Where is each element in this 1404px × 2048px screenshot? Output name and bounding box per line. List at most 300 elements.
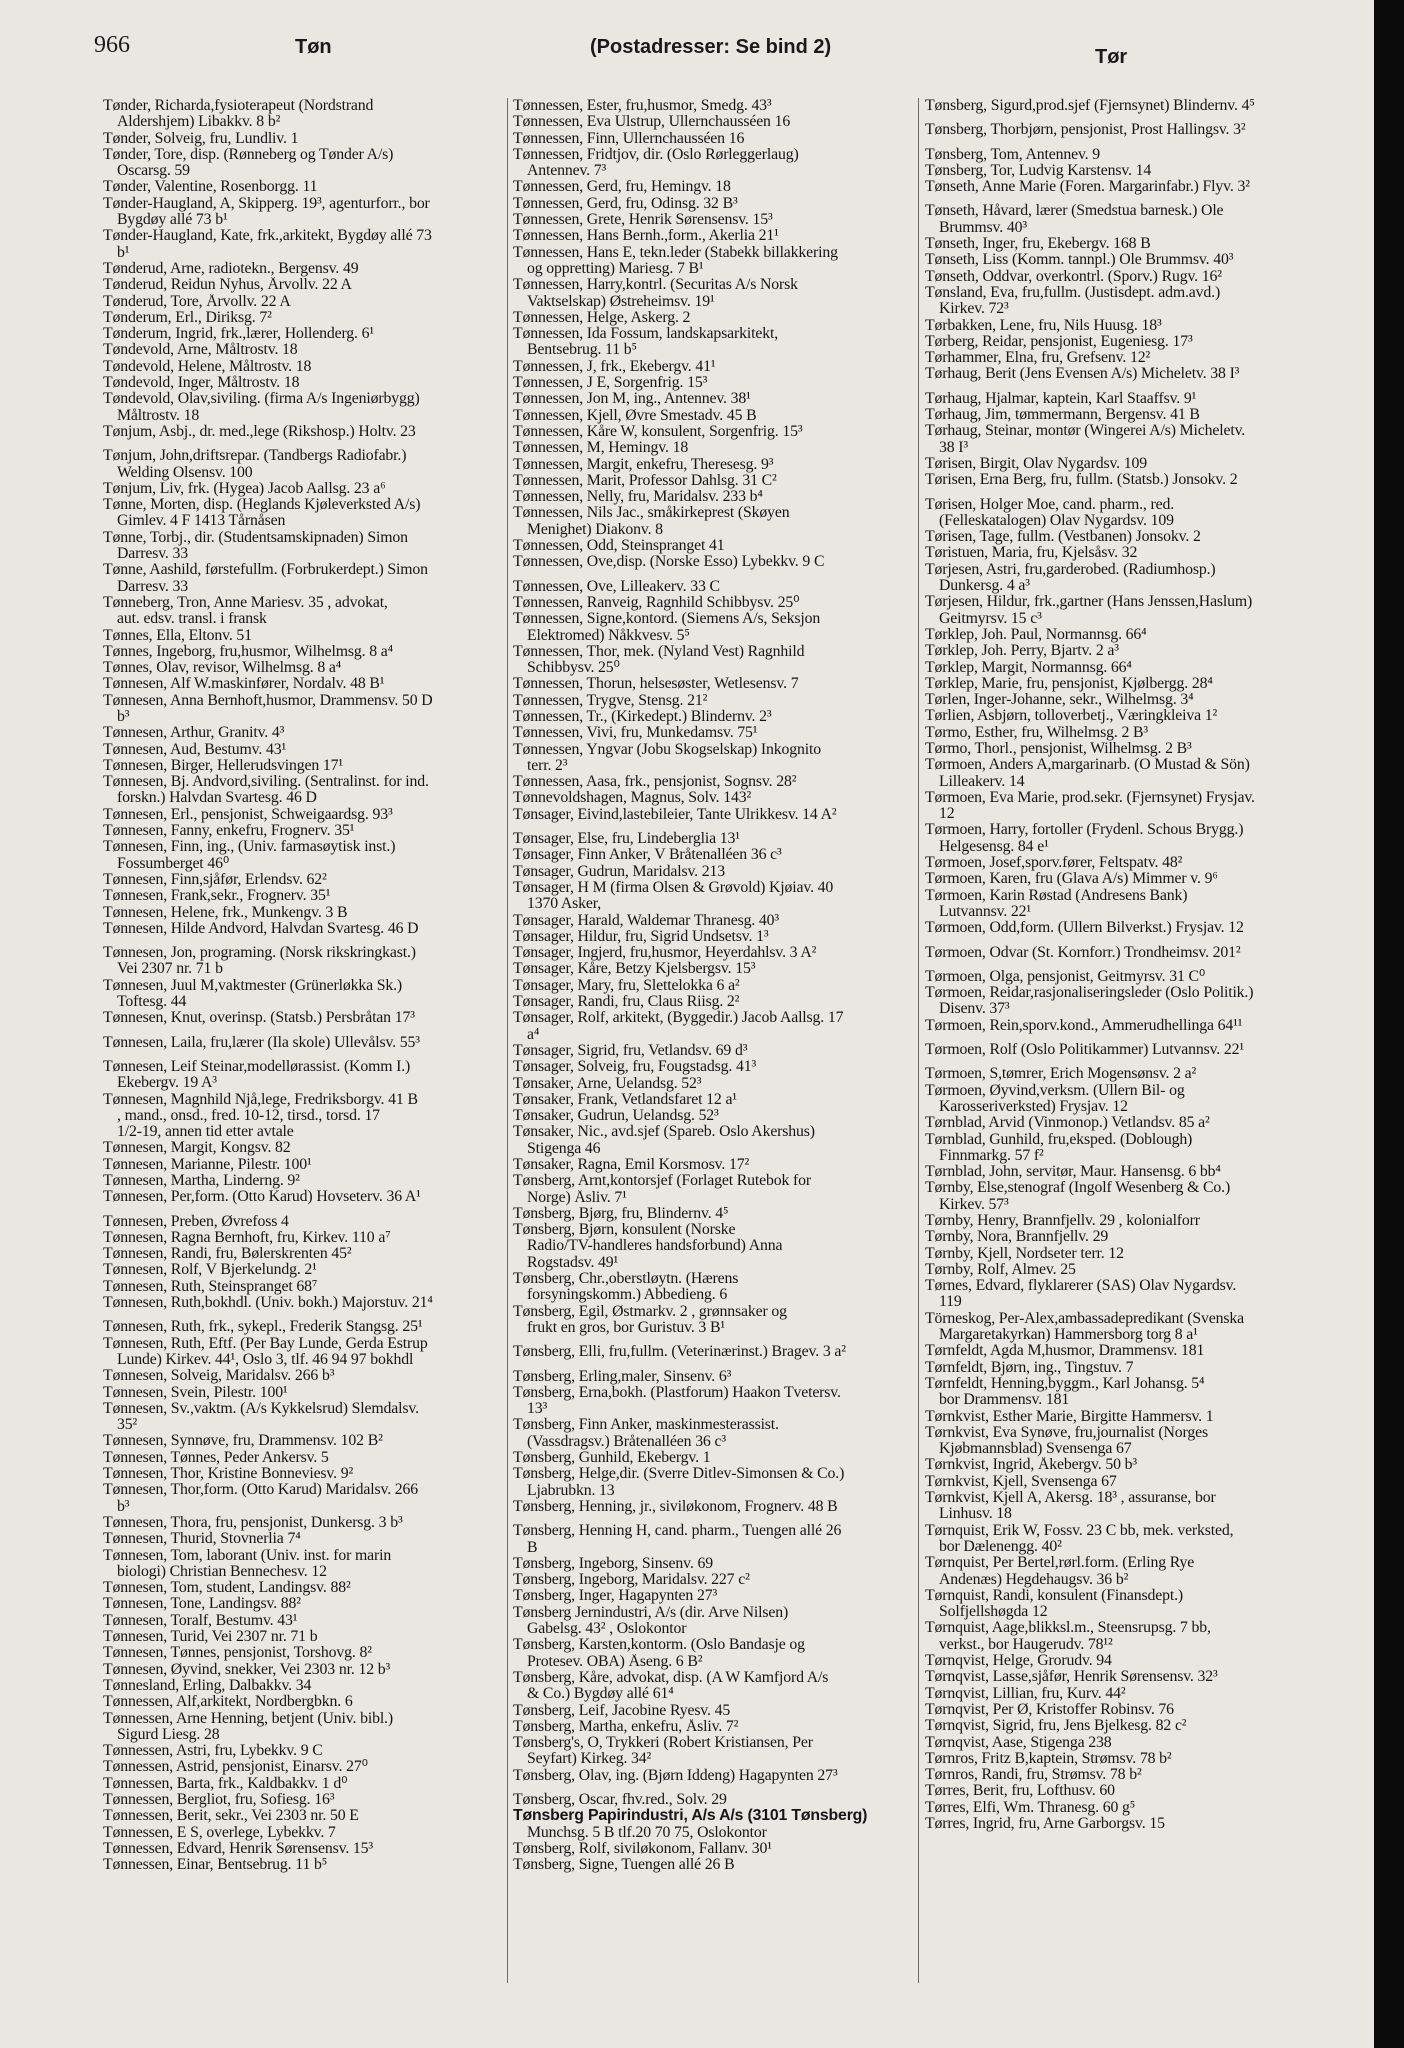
entry-line: Tørlen, Inger-Johanne, sekr., Wilhelmsg. 3⁴ (925, 692, 1194, 709)
entry-line: Tønnessen, Thorun, helsesøster, Wetlesensv. 7 (513, 676, 799, 693)
entry-line: Tønnessen, Ranveig, Ragnhild Schibbysv. 25⁰ (513, 594, 800, 611)
entry-gap (925, 937, 1337, 945)
entry-line: Tønnessen, Vivi, fru, Munkedamsv. 75¹ (513, 725, 758, 742)
column-2 (513, 98, 913, 1873)
entry-line: 13³ (527, 1401, 548, 1418)
entry-line: Tørnfeldt, Agda M,husmor, Drammensv. 181 (925, 1343, 1205, 1360)
entry-line: Tønne, Torbj., dir. (Studentsamskipnaden) Simon (103, 529, 408, 546)
entry-line: (Vassdragsv.) Bråtenalléen 36 c³ (527, 1433, 726, 1450)
entry-line: Finnmarkg. 57 f² (939, 1147, 1044, 1164)
entry-line: Tønsager, Eivind,lastebileier, Tante Ulrikkesv. 14 A² (513, 806, 837, 823)
entry-line: Gimlev. 4 F 1413 Tårnåsen (117, 513, 286, 530)
entry-line: Tønnesen, Arthur, Granitv. 4³ (103, 725, 285, 742)
entry-line: Tønjum, John,driftsrepar. (Tandbergs Radiofabr.) (103, 448, 407, 465)
entry-line: Tønnesen, Thor,form. (Otto Karud) Maridalsv. 266 (103, 1482, 419, 1499)
entry-line: Tønsberg, Bjørn, konsulent (Norske (513, 1222, 736, 1239)
entry-line: bor Drammensv. 181 (939, 1392, 1070, 1409)
entry-line: Tønnesen, Birger, Hellerudsvingen 17¹ (103, 757, 343, 774)
entry-line: Tønnessen, Tr., (Kirkedept.) Blindernv. 2³ (513, 708, 772, 725)
entry-line: Måltrostv. 18 (117, 407, 200, 424)
entry-gap (925, 383, 1337, 391)
entry-line: Tønnessen, Finn, Ullernchausséen 16 (513, 130, 745, 147)
entry-line: Fossumberget 46⁰ (117, 855, 230, 872)
entry-line: Tønnessen, Signe,kontord. (Siemens A/s, Seksjon (513, 611, 821, 628)
entry-line: Tørnkvist, Eva Synøve, fru,journalist (Norges (925, 1424, 1208, 1441)
entry-line: og oppretting) Mariesg. 7 B¹ (527, 260, 704, 277)
entry-line: Tørnqvist, Helge, Grorudv. 94 (925, 1653, 1112, 1670)
entry-line: Tørmoen, Karin Røstad (Andresens Bank) (925, 887, 1188, 904)
entry-line: , mand., onsd., fred. 10-12, tirsd., torsd. 17 (117, 1107, 380, 1124)
entry-line: Tørmo, Thorl., pensjonist, Wilhelmsg. 2 B³ (925, 740, 1192, 757)
entry-gap (513, 571, 913, 579)
entry-line: Helgesensg. 84 e¹ (939, 838, 1049, 855)
entry-line: Tørhammer, Elna, fru, Grefsenv. 12² (925, 350, 1151, 367)
entry-line: Tørnkvist, Ingrid, Åkebergv. 50 b³ (925, 1457, 1137, 1474)
entry-line: Tørisen, Birgit, Olav Nygardsv. 109 (925, 455, 1148, 472)
entry-line: Tønsberg, Thorbjørn, pensjonist, Prost Hallingsv. 3² (925, 122, 1246, 139)
scan-edge (1374, 0, 1404, 2048)
entry-line: Tønsberg, Inger, Hagapynten 27³ (513, 1588, 718, 1605)
entry-gap (103, 1206, 503, 1214)
entry-line: bor Dælenengg. 40² (939, 1538, 1062, 1555)
entry-gap (925, 114, 1337, 122)
entry-line: Tønsberg, Erna,bokh. (Plastforum) Haakon Tvetersv. (513, 1384, 841, 1401)
entry-line: Tønnessen, Kåre W, konsulent, Sorgenfrig. 15³ (513, 423, 803, 440)
entry-line: Solfjellshøgda 12 (939, 1604, 1048, 1621)
entry-line: Dunkersg. 4 a³ (939, 578, 1030, 595)
entry-line: Linhusv. 18 (939, 1506, 1012, 1523)
entry-line: Tønsberg, Martha, enkefru, Åsliv. 7² (513, 1718, 739, 1735)
entry-line: Tønder, Valentine, Rosenborgg. 11 (103, 179, 318, 196)
entry-line: Tønder-Haugland, A, Skipperg. 19³, agenturforr., bor (103, 195, 430, 212)
entry-line: Tønnessen, Hans E, tekn.leder (Stabekk billakkering (513, 244, 838, 261)
entry-line: Tønnessen, Einar, Bentsebrug. 11 b⁵ (103, 1857, 328, 1874)
entry-line: Toftesg. 44 (117, 994, 187, 1011)
entry-line: Tønnesen, Magnhild Njå,lege, Fredriksborgv. 41 B (103, 1091, 418, 1108)
entry-line: 35² (117, 1417, 138, 1434)
entry-line: Tønnessen, Edvard, Henrik Sørensensv. 15³ (103, 1840, 374, 1857)
entry-line: Darresv. 33 (117, 578, 189, 595)
entry-line: Tønseth, Inger, fru, Ekebergv. 168 B (925, 236, 1151, 253)
entry-line: Tønnessen, Fridtjov, dir. (Oslo Rørleggerlaug) (513, 146, 799, 163)
entry-line: Tønnesen, Margit, Kongsv. 82 (103, 1140, 291, 1157)
entry-line: Tørmoen, Rolf (Oslo Politikammer) Lutvannsv. 22¹ (925, 1042, 1244, 1059)
entry-line: Tønnevoldshagen, Magnus, Solv. 143² (513, 790, 752, 807)
entry-line: Tønsberg, Ingeborg, Maridalsv. 227 c² (513, 1572, 750, 1589)
entry-line: Tønnessen, Jon M, ing., Antennev. 38¹ (513, 391, 751, 408)
entry-line: Tørres, Elfi, Wm. Thranesg. 60 g⁵ (925, 1799, 1136, 1816)
entry-line: Tørhaug, Hjalmar, kaptein, Karl Staaffsv. 9¹ (925, 390, 1197, 407)
entry-line: Tønnesen, Erl., pensjonist, Schweigaardsg. 93³ (103, 806, 393, 823)
entry-line: Tønsager, Else, fru, Lindeberglia 13¹ (513, 831, 740, 848)
entry-line: Tønnessen, Gerd, fru, Hemingv. 18 (513, 179, 731, 196)
entry-line: Tønnessen, Hans Bernh.,form., Akerlia 21¹ (513, 228, 779, 245)
entry-line: B (527, 1539, 538, 1556)
entry-line: Tønnesen, Laila, fru,lærer (Ila skole) Ullevålsv. 55³ (103, 1034, 420, 1051)
entry-line: Tørklep, Joh. Paul, Normannsg. 66⁴ (925, 626, 1147, 643)
entry-line: Geitmyrsv. 15 c³ (939, 610, 1042, 627)
entry-line: Tønjum, Asbj., dr. med.,lege (Rikshosp.) Holtv. 23 (103, 423, 416, 440)
entry-line: Tønnessen, E S, overlege, Lybekkv. 7 (103, 1824, 336, 1841)
entry-line: Tønsberg, Sigurd,prod.sjef (Fjernsynet) Blindernv. 4⁵ (925, 98, 1255, 114)
entry-line: Tørnblad, John, servitør, Maur. Hansensg. 6 bb⁴ (925, 1164, 1221, 1181)
entry-line: Tønnesen, Ragna Bernhoft, fru, Kirkev. 110 a⁷ (103, 1229, 391, 1246)
entry-line: Elektromed) Nåkkvesv. 5⁵ (527, 627, 690, 644)
entry-line: Protesev. OBA) Åseng. 6 B² (527, 1653, 703, 1670)
entry-line: Tønnessen, J, frk., Ekebergv. 41¹ (513, 358, 716, 375)
entry-line: Tørmoen, Olga, pensjonist, Geitmyrsv. 31 C⁰ (925, 968, 1206, 985)
entry-line: Tønsberg, Tor, Ludvig Karstensv. 14 (925, 162, 1152, 179)
entry-gap (925, 1034, 1337, 1042)
entry-line: Tønnessen, Ester, fru,husmor, Smedg. 43³ (513, 98, 772, 114)
entry-line: Tørnkvist, Kjell A, Akersg. 18³ , assuranse, bor (925, 1490, 1216, 1507)
entry-line: Tønderud, Tore, Årvollv. 22 A (103, 293, 291, 310)
entry-line: Tønnessen, Astrid, pensjonist, Einarsv. 27⁰ (103, 1759, 368, 1776)
entry-line: Tønsberg Jernindustri, A/s (dir. Arve Nilsen) (513, 1604, 789, 1621)
entry-line: Tørmoen, Anders A,margarinarb. (O Mustad & Sön) (925, 757, 1250, 774)
entry-line: Vaktselskap) Østreheimsv. 19¹ (527, 293, 715, 310)
entry-line: Tørjesen, Hildur, frk.,gartner (Hans Jenssen,Haslum) (925, 594, 1253, 611)
entry-line: Tøndevold, Inger, Måltrostv. 18 (103, 375, 300, 392)
entry-line: Ekebergv. 19 A³ (117, 1075, 217, 1092)
header-right-word: Tør (1095, 46, 1128, 68)
entry-line: Tønsager, Harald, Waldemar Thranesg. 40³ (513, 912, 780, 929)
entry-line: Tønsberg, Elli, fru,fullm. (Veterinærinst.) Bragev. 3 a² (513, 1344, 846, 1361)
entry-line: Seyfart) Kirkeg. 34² (527, 1751, 652, 1768)
entry-line: Tønsager, Finn Anker, V Bråtenalléen 36 c³ (513, 847, 782, 864)
entry-line: Tønder-Haugland, Kate, frk.,arkitekt, Bygdøy allé 73 (103, 228, 432, 245)
entry-line: Tørnfeldt, Bjørn, ing., Tingstuv. 7 (925, 1359, 1134, 1376)
entry-line: Tønderum, Ingrid, frk.,lærer, Hollenderg. 6¹ (103, 326, 374, 343)
entry-line: Tønder, Tore, disp. (Rønneberg og Tønder A/s) (103, 146, 394, 163)
entry-line: Tørnqvist, Per Ø, Kristoffer Robinsv. 76 (925, 1701, 1174, 1718)
entry-line: Tønsberg, Chr.,oberstløytn. (Hærens (513, 1271, 739, 1288)
entry-line: Tønnesen, Ruth,bokhdl. (Univ. bokh.) Majorstuv. 21⁴ (103, 1295, 433, 1312)
entry-line: Norge) Åsliv. 7¹ (527, 1189, 627, 1206)
entry-line: Tønsberg, Signe, Tuengen allé 26 B (513, 1857, 735, 1874)
entry-line: Tønnesen, Thor, Kristine Bonneviesv. 9² (103, 1466, 354, 1483)
entry-line: Tørberg, Reidar, pensjonist, Eugeniesg. 17³ (925, 333, 1193, 350)
entry-gap (103, 1051, 503, 1059)
entry-line: Tønnesen, Jon, programing. (Norsk rikskringkast.) (103, 945, 416, 962)
entry-line: Margaretakyrkan) Hammersborg torg 8 a¹ (939, 1327, 1198, 1344)
entry-line: Tørnkvist, Esther Marie, Birgitte Hammersv. 1 (925, 1408, 1214, 1425)
entry-line: Tørlien, Asbjørn, tolloverbetj., Væringkleiva 1² (925, 708, 1218, 725)
entry-line: Tønsberg, Egil, Østmarkv. 2 , grønnsaker og (513, 1303, 787, 1320)
entry-line: Tønjum, Liv, frk. (Hygea) Jacob Aallsg. 23 a⁶ (103, 480, 386, 497)
entry-line: Tønnessen, Ida Fossum, landskapsarkitekt, (513, 326, 778, 343)
entry-line: Tørmoen, Odd,form. (Ullern Bilverkst.) Frysjav. 12 (925, 920, 1244, 937)
entry-line: Tørisen, Tage, fullm. (Vestbanen) Jonsokv. 2 (925, 529, 1201, 546)
entry-line: Tønsaker, Nic., avd.sjef (Spareb. Oslo Akershus) (513, 1124, 815, 1141)
entry-line: Tørnqvist, Lasse,sjåfør, Henrik Sørensensv. 32³ (925, 1669, 1218, 1686)
entry-line: forskn.) Halvdan Svartesg. 46 D (117, 790, 317, 807)
entry-line: Munchsg. 5 B tlf.20 70 75, Oslokontor (527, 1824, 767, 1841)
entry-line: Tønsager, H M (firma Olsen & Grøvold) Kjøiav. 40 (513, 879, 834, 896)
entry-line: Tønnessen, Kjell, Øvre Smestadv. 45 B (513, 407, 757, 424)
entry-line: Tørmoen, Reidar,rasjonaliseringsleder (Oslo Politik.) (925, 985, 1254, 1002)
entry-line: Tønnesen, Ruth, Steinspranget 68⁷ (103, 1278, 318, 1295)
entry-line: Tønder, Richarda,fysioterapeut (Nordstrand (103, 98, 374, 114)
entry-line: Tønnessen, M, Hemingv. 18 (513, 440, 689, 457)
entry-line: Tønnessen, Yngvar (Jobu Skogselskap) Inkognito (513, 741, 821, 758)
entry-line: Tønnesen, Turid, Vei 2307 nr. 71 b (103, 1629, 318, 1646)
entry-line: Kjøbmannsblad) Svensenga 67 (939, 1441, 1132, 1458)
entry-line: Tønsberg, Arnt,kontorsjef (Forlaget Rutebok for (513, 1173, 812, 1190)
entry-line: Tørnby, Else,stenograf (Ingolf Wesenberg & Co.) (925, 1180, 1231, 1197)
entry-line: Tørnquist, Aage,blikksl.m., Steensrupsg. 7 bb, (925, 1620, 1211, 1637)
entry-line: Tønnesen, Bj. Andvord,siviling. (Sentralinst. for ind. (103, 774, 429, 791)
entry-gap (513, 1336, 913, 1344)
entry-line: Tønsberg, Karsten,kontorm. (Oslo Bandasje og (513, 1637, 805, 1654)
entry-line: Tønnesen, Tone, Landingsv. 88² (103, 1596, 301, 1613)
entry-line: Tønderud, Reidun Nyhus, Årvollv. 22 A (103, 277, 352, 294)
entry-line: Tørhaug, Berit (Jens Evensen A/s) Micheletv. 38 I³ (925, 366, 1240, 383)
entry-line: Tønnessen, Thor, mek. (Nyland Vest) Ragnhild (513, 643, 805, 660)
entry-line: Tønsager, Ingjerd, fru,husmor, Heyerdahlsv. 3 A² (513, 945, 817, 962)
entry-gap (103, 1311, 503, 1319)
entry-line: Tørklep, Joh. Perry, Bjartv. 2 a³ (925, 643, 1119, 660)
entry-line: Tørmoen, Odvar (St. Kornforr.) Trondheimsv. 201² (925, 944, 1241, 961)
entry-line: Tønnesen, Finn,sjåfør, Erlendsv. 62² (103, 871, 327, 888)
entry-line: Tønsager, Mary, fru, Slettelokka 6 a² (513, 977, 740, 994)
entry-line: Tørnqvist, Aase, Stigenga 238 (925, 1734, 1112, 1751)
entry-line: Tønsberg's, O, Trykkeri (Robert Kristiansen, Per (513, 1735, 813, 1752)
entry-line: Tønsager, Randi, fru, Claus Riisg. 2² (513, 994, 740, 1011)
entry-line: Tønnesen, Leif Steinar,modellørassist. (Komm I.) (103, 1058, 411, 1075)
entry-line: frukt en gros, bor Guristuv. 3 B¹ (527, 1319, 725, 1336)
entry-line: aut. edsv. transl. i fransk (117, 611, 267, 628)
entry-line: Tørres, Ingrid, fru, Arne Garborgsv. 15 (925, 1815, 1165, 1832)
entry-line: b³ (117, 1498, 130, 1515)
entry-line: Tønnesen, Frank,sekr., Frognerv. 35¹ (103, 888, 331, 905)
entry-line: verkst., bor Haugerudv. 78¹² (939, 1636, 1113, 1653)
column-3 (925, 98, 1337, 1832)
entry-line: Tønnesen, Randi, fru, Bølerskrenten 45² (103, 1246, 352, 1263)
header-left-word: Tøn (295, 36, 332, 58)
entry-line: Tønnesen, Solveig, Maridalsv. 266 b³ (103, 1368, 335, 1385)
entry-line: 12 (939, 806, 955, 823)
entry-line: Tønsberg Papirindustri, A/s A/s (3101 Tønsberg) (513, 1808, 868, 1825)
entry-line: Tønnesen, Marianne, Pilestr. 100¹ (103, 1156, 312, 1173)
entry-line: Lilleakerv. 14 (939, 773, 1025, 790)
entry-line: Tørnblad, Gunhild, fru,eksped. (Doblough) (925, 1131, 1193, 1148)
entry-line: Tønne, Aashild, førstefullm. (Forbrukerdept.) Simon (103, 562, 428, 579)
entry-line: Tørjesen, Astri, fru,garderobed. (Radiumhosp.) (925, 561, 1216, 578)
entry-line: Lunde) Kirkev. 44¹, Oslo 3, tlf. 46 94 97 bokhdl (117, 1351, 414, 1368)
entry-line: 119 (939, 1294, 962, 1311)
entry-gap (925, 1058, 1337, 1066)
entry-line: a⁴ (527, 1026, 540, 1043)
entry-line: Tønsager, Sigrid, fru, Vetlandsv. 69 d³ (513, 1042, 748, 1059)
entry-line: Tønnessen, Harry,kontrl. (Securitas A/s Norsk (513, 277, 798, 294)
entry-line: Tørnros, Randi, fru, Strømsv. 78 b² (925, 1767, 1142, 1784)
entry-line: Tønnessen, Grete, Henrik Sørensensv. 15³ (513, 212, 773, 229)
entry-line: Bentsebrug. 11 b⁵ (527, 342, 637, 359)
entry-line: Tønnessen, Barta, frk., Kaldbakkv. 1 d⁰ (103, 1775, 348, 1792)
entry-line: Tønnessen, Gerd, fru, Odinsg. 32 B³ (513, 195, 738, 212)
entry-line: Tønnesen, Knut, overinsp. (Statsb.) Persbråtan 17³ (103, 1010, 415, 1027)
entry-line: Tønnessen, Aasa, frk., pensjonist, Sognsv. 28² (513, 774, 797, 791)
entry-line: Tønnesen, Thora, fru, pensjonist, Dunkersg. 3 b³ (103, 1514, 403, 1531)
entry-line: Tønsberg, Bjørg, fru, Blindernv. 4⁵ (513, 1205, 729, 1222)
entry-line: Tørbakken, Lene, fru, Nils Huusg. 18³ (925, 317, 1162, 334)
entry-line: Tøndevold, Helene, Måltrostv. 18 (103, 358, 312, 375)
entry-line: Tønnesen, Tønnes, pensjonist, Torshovg. 8² (103, 1645, 372, 1662)
entry-line: Tørmoen, Josef,sporv.fører, Feltspatv. 48² (925, 855, 1183, 872)
entry-line: Tøristuen, Maria, fru, Kjelsåsv. 32 (925, 545, 1138, 562)
entry-line: Tønnesen, Rolf, V Bjerkelundg. 2¹ (103, 1262, 317, 1279)
entry-line: Tønnesland, Erling, Dalbakkv. 34 (103, 1677, 312, 1694)
entry-line: Tørnby, Henry, Brannfjellv. 29 , kolonialforr (925, 1213, 1200, 1229)
entry-line: Tønnessen, J E, Sorgenfrig. 15³ (513, 375, 708, 392)
entry-line: Andenæs) Hegdehaugsv. 36 b² (939, 1571, 1129, 1588)
entry-gap (513, 823, 913, 831)
entry-line: Tørnblad, Arvid (Vinmonop.) Vetlandsv. 85 a² (925, 1115, 1210, 1132)
entry-line: Tørres, Berit, fru, Lofthusv. 60 (925, 1783, 1115, 1800)
entry-line: Tønnesen, Helene, frk., Munkengv. 3 B (103, 904, 348, 921)
entry-line: Tønsager, Kåre, Betzy Kjelsbergsv. 15³ (513, 961, 756, 978)
entry-line: Tønnesen, Aud, Bestumv. 43¹ (103, 741, 287, 758)
entry-line: Schibbysv. 25⁰ (527, 660, 620, 677)
entry-line: Tønnesen, Preben, Øvrefoss 4 (103, 1213, 289, 1230)
entry-line: Tørnquist, Erik W, Fossv. 23 C bb, mek. verksted, (925, 1522, 1234, 1539)
entry-gap (925, 139, 1337, 147)
entry-line: Tønseth, Anne Marie (Foren. Margarinfabr.) Flyv. 3² (925, 179, 1250, 196)
entry-line: Tørnes, Edvard, flyklarerer (SAS) Olav Nygardsv. (925, 1278, 1237, 1295)
entry-line: Tønnesen, Synnøve, fru, Drammensv. 102 B² (103, 1433, 383, 1450)
page-number: 966 (94, 32, 130, 58)
entry-gap (925, 195, 1337, 203)
entry-line: Kirkev. 72³ (939, 301, 1009, 318)
entry-line: & Co.) Bygdøy allé 61⁴ (527, 1686, 674, 1703)
column-1 (103, 98, 503, 1873)
entry-line: Tønsager, Rolf, arkitekt, (Byggedir.) Jacob Aallsg. 17 (513, 1010, 844, 1027)
entry-line: Tønnesen, Tønnes, Peder Ankersv. 5 (103, 1449, 329, 1466)
entry-line: Tønnessen, Alf,arkitekt, Nordbergbkn. 6 (103, 1694, 353, 1711)
entry-line: Tørmoen, Harry, fortoller (Frydenl. Schous Brygg.) (925, 822, 1244, 839)
entry-gap (513, 1784, 913, 1792)
entry-line: Tørhaug, Steinar, montør (Wingerei A/s) Micheletv. (925, 423, 1246, 440)
entry-gap (103, 937, 503, 945)
entry-line: Tønnessen, Margit, enkefru, Theresesg. 9³ (513, 456, 774, 473)
entry-line: Tønnessen, Berit, sekr., Vei 2303 nr. 50 E (103, 1808, 359, 1825)
entry-line: Tønnesen, Per,form. (Otto Karud) Hovseterv. 36 A¹ (103, 1189, 421, 1206)
entry-line: Tønnessen, Ove, Lilleakerv. 33 C (513, 578, 720, 595)
entry-line: Gabelsg. 43² , Oslokontor (527, 1621, 687, 1638)
entry-line: Tørnkvist, Kjell, Svensenga 67 (925, 1473, 1117, 1490)
entry-line: Darresv. 33 (117, 546, 189, 563)
entry-line: b¹ (117, 244, 130, 261)
entry-line: Tønnessen, Marit, Professor Dahlsg. 31 C² (513, 472, 777, 489)
entry-line: Tønnessen, Trygve, Stensg. 21² (513, 692, 708, 709)
entry-line: Tønneberg, Tron, Anne Mariesv. 35 , advokat, (103, 594, 388, 611)
entry-gap (925, 961, 1337, 969)
entry-line: Tønsaker, Ragna, Emil Korsmosv. 17² (513, 1157, 750, 1173)
entry-line: Tørnby, Kjell, Nordseter terr. 12 (925, 1245, 1124, 1262)
entry-line: 38 I³ (939, 439, 968, 456)
entry-line: Tønsberg, Kåre, advokat, disp. (A W Kamfjord A/s (513, 1669, 829, 1686)
entry-line: Bygdøy allé 73 b¹ (117, 212, 228, 229)
entry-line: Tønsberg, Oscar, fhv.red., Solv. 29 (513, 1791, 727, 1808)
entry-line: Tønnesen, Øyvind, snekker, Vei 2303 nr. 12 b³ (103, 1661, 391, 1678)
entry-line: Tønsaker, Arne, Uelandsg. 52³ (513, 1075, 702, 1092)
entry-line: Rogstadsv. 49¹ (527, 1254, 619, 1271)
entry-line: Stigenga 46 (527, 1140, 601, 1157)
entry-line: Törneskog, Per-Alex,ambassadepredikant (Svenska (925, 1310, 1245, 1327)
entry-line: Tønsberg, Finn Anker, maskinmesterassist. (513, 1417, 779, 1434)
entry-line: Tønsberg, Tom, Antennev. 9 (925, 146, 1101, 163)
entry-line: Tøndevold, Arne, Måltrostv. 18 (103, 342, 298, 359)
entry-line: forsyningskomm.) Abbedieng. 6 (527, 1287, 728, 1304)
entry-gap (103, 1027, 503, 1035)
entry-line: Welding Olsensv. 100 (117, 464, 253, 481)
column-divider (918, 98, 919, 1983)
entry-line: Tørmoen, Karen, fru (Glava A/s) Mimmer v. 9⁶ (925, 871, 1218, 888)
entry-line: biologi) Christian Bennechesv. 12 (117, 1563, 327, 1580)
entry-line: Tørmoen, Øyvind,verksm. (Ullern Bil- og (925, 1082, 1185, 1099)
entry-line: Tørnby, Nora, Brannfjellv. 29 (925, 1229, 1109, 1246)
entry-line: Tønnesen, Alf W.maskinfører, Nordalv. 48 B¹ (103, 676, 385, 693)
entry-line: Tønseth, Håvard, lærer (Smedstua barnesk.) Ole (925, 203, 1224, 220)
entry-line: Tørisen, Holger Moe, cand. pharm., red. (925, 496, 1175, 513)
entry-line: Tønnesen, Thurid, Stovnerlia 7⁴ (103, 1531, 301, 1548)
entry-line: Tønsberg, Erling,maler, Sinsenv. 6³ (513, 1368, 732, 1385)
entry-line: Tørnfeldt, Henning,byggm., Karl Johansg. 5⁴ (925, 1375, 1205, 1392)
entry-line: Tørnros, Fritz B,kaptein, Strømsv. 78 b² (925, 1750, 1172, 1767)
entry-line: Tønsberg, Henning H, cand. pharm., Tuengen allé 26 (513, 1523, 842, 1540)
entry-line: Tønnessen, Bergliot, fru, Sofiesg. 16³ (103, 1791, 335, 1808)
entry-line: 1370 Asker, (527, 896, 602, 913)
entry-line: Tørnqvist, Sigrid, fru, Jens Bjelkesg. 82 c² (925, 1718, 1187, 1735)
entry-line: Tørmoen, Eva Marie, prod.sekr. (Fjernsynet) Frysjav. (925, 789, 1255, 806)
entry-line: Tønsaker, Gudrun, Uelandsg. 52³ (513, 1108, 719, 1125)
entry-line: Tønnesen, Tom, laborant (Univ. inst. for marin (103, 1547, 392, 1564)
entry-line: Tønseth, Liss (Komm. tannpl.) Ole Brummsv. 40³ (925, 252, 1234, 269)
entry-line: Tønsaker, Frank, Vetlandsfaret 12 a¹ (513, 1091, 737, 1108)
entry-line: Tønnes, Ingeborg, fru,husmor, Wilhelmsg. 8 a⁴ (103, 643, 393, 660)
entry-line: Tønnessen, Helge, Askerg. 2 (513, 309, 691, 326)
entry-line: Kirkev. 57³ (939, 1196, 1009, 1213)
entry-line: Tønnessen, Eva Ulstrup, Ullernchausséen 16 (513, 114, 791, 131)
entry-line: Tønsager, Gudrun, Maridalsv. 213 (513, 863, 726, 880)
entry-line: Disenv. 37³ (939, 1001, 1010, 1018)
entry-line: Tørklep, Margit, Normannsg. 66⁴ (925, 659, 1132, 676)
header-center: (Postadresser: Se bind 2) (590, 36, 832, 58)
entry-line: 1/2-19, annen tid etter avtale (117, 1124, 294, 1141)
entry-line: Menighet) Diakonv. 8 (527, 521, 663, 538)
entry-line: Tønderum, Erl., Diriksg. 7² (103, 309, 272, 326)
entry-line: (Felleskatalogen) Olav Nygardsv. 109 (939, 512, 1174, 529)
entry-gap (513, 1515, 913, 1523)
entry-line: Aldershjem) Libakkv. 8 b² (117, 114, 281, 131)
entry-line: Karosseriverksted) Frysjav. 12 (939, 1098, 1128, 1115)
entry-line: Tønnes, Olav, revisor, Wilhelmsg. 8 a⁴ (103, 660, 342, 677)
entry-line: Tørhaug, Jim, tømmermann, Bergensv. 41 B (925, 407, 1200, 424)
entry-line: Tønne, Morten, disp. (Heglands Kjøleverksted A/s) (103, 497, 421, 514)
entry-line: Tønsager, Solveig, fru, Fougstadsg. 41³ (513, 1059, 757, 1076)
entry-line: Tønnessen, Odd, Steinspranget 41 (513, 538, 725, 555)
entry-line: Tønsberg, Olav, ing. (Bjørn Iddeng) Hagapynten 27³ (513, 1767, 838, 1784)
entry-line: Tønnesen, Anna Bernhoft,husmor, Drammensv. 50 D (103, 692, 433, 709)
entry-line: Tønsberg, Gunhild, Ekebergv. 1 (513, 1450, 711, 1467)
entry-line: Tønsberg, Rolf, siviløkonom, Fallanv. 30¹ (513, 1840, 772, 1857)
entry-line: Tønnessen, Astri, fru, Lybekkv. 9 C (103, 1743, 323, 1760)
entry-line: Ljabrubkn. 13 (527, 1482, 615, 1499)
entry-line: b³ (117, 708, 130, 725)
entry-line: Tønnesen, Fanny, enkefru, Frognerv. 35¹ (103, 823, 355, 840)
entry-line: Tønnessen, Ove,disp. (Norske Esso) Lybekkv. 9 C (513, 554, 825, 571)
